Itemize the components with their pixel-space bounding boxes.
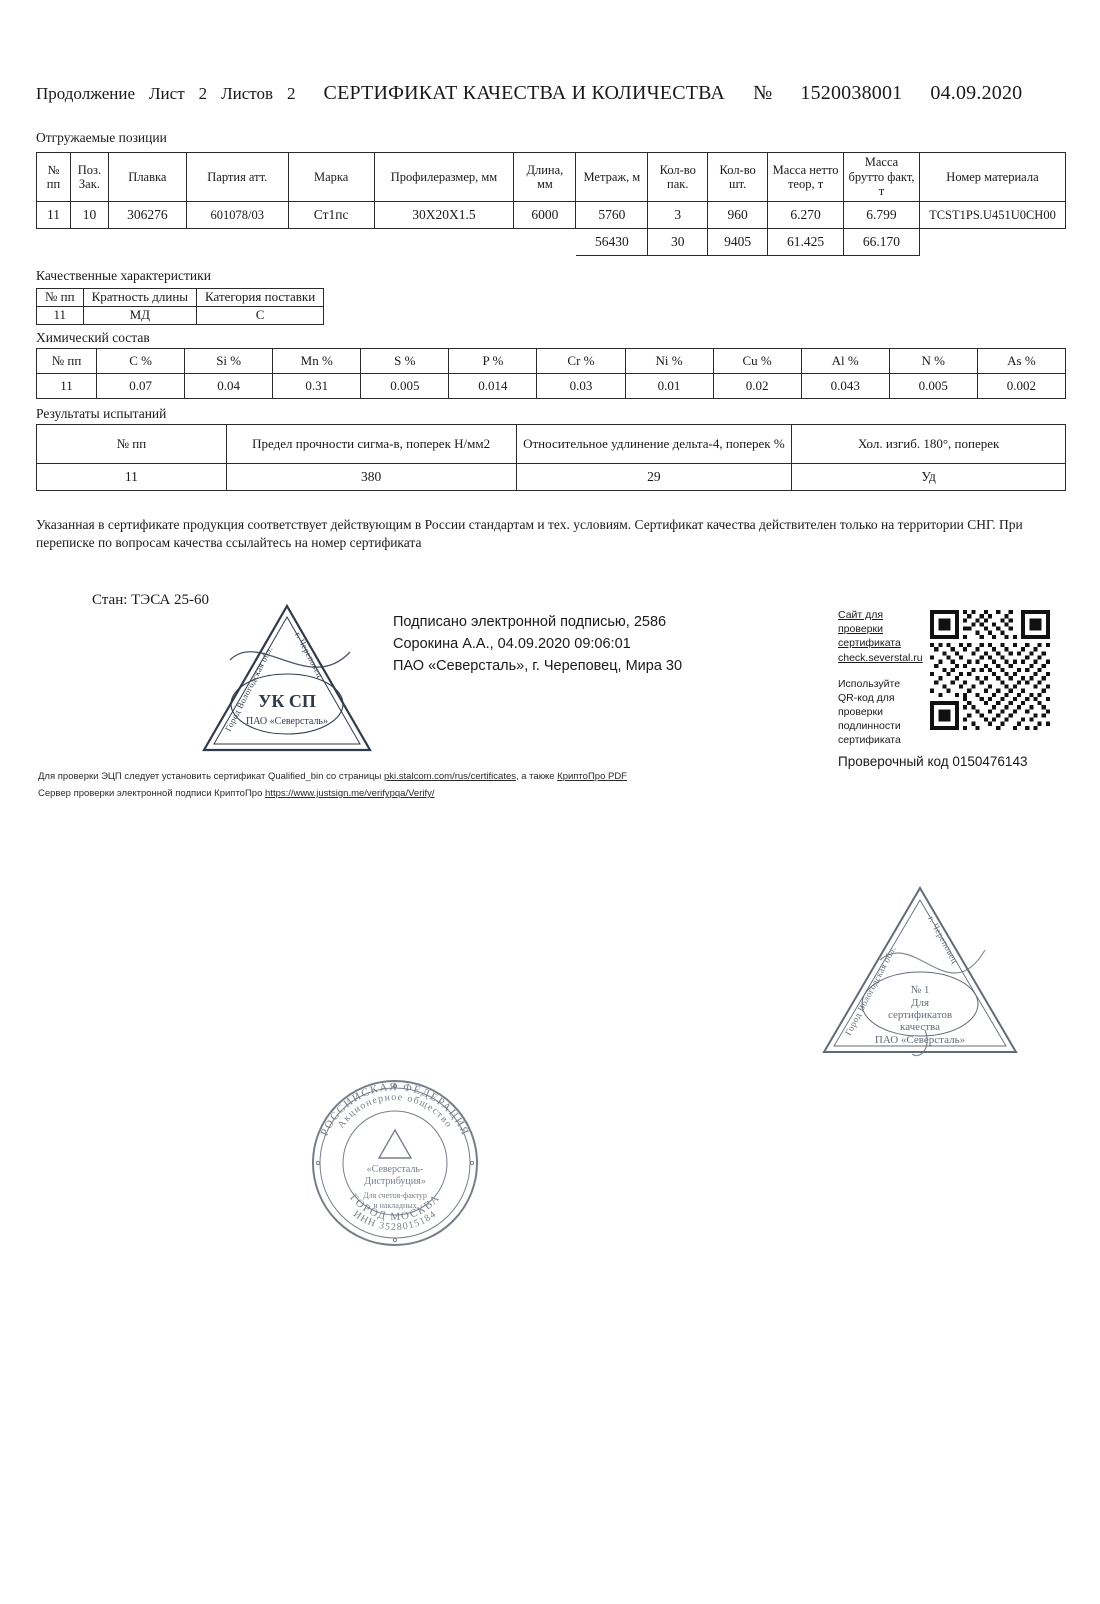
severstal-distribution-round-stamp (300, 1068, 490, 1258)
col-c: C % (97, 349, 185, 374)
table-row (37, 374, 1066, 399)
cell-packs: 3 (648, 202, 708, 229)
quality-caption: Качественные характеристики (36, 268, 211, 283)
certificate-stamp-icon (820, 880, 1020, 1060)
cell-profile: 30X20X1.5 (374, 202, 514, 229)
conformity-note: Указанная в сертификате продукция соответствует действующим в России стандартам и тех. условиям. Сертификат качества действителен только на территории СНГ. При переписке по вопросам качества ссылайтесь на номер сертификата (36, 517, 1023, 551)
col-profile: Профилеразмер, мм (374, 153, 514, 202)
col-net-mass: Масса нетто теор, т (768, 153, 844, 202)
col-s: S % (361, 349, 449, 374)
cell-pieces: 960 (708, 202, 768, 229)
chemical-caption: Химический состав (36, 330, 150, 345)
table-row (37, 464, 1066, 491)
footnote-2-text-a: Сервер проверки электронной подписи КриптоПро (38, 788, 266, 800)
col-tensile-strength: Предел прочности сигма-в, поперек Н/мм2 (226, 425, 516, 464)
test-results-table (36, 424, 1066, 491)
totals-blank-3 (108, 229, 186, 256)
document-title: СЕРТИФИКАТ КАЧЕСТВА И КОЛИЧЕСТВА (323, 82, 726, 104)
table-header-row (37, 153, 1066, 202)
svg-text:РОССИЙСКАЯ ФЕДЕРАЦИЯ: РОССИЙСКАЯ ФЕДЕРАЦИЯ (318, 1080, 472, 1138)
col-cr: Cr % (537, 349, 625, 374)
use-line-5: сертификата (838, 734, 901, 747)
col-grade: Марка (288, 153, 374, 202)
cell-delivery-category: С (197, 306, 324, 324)
col-npp: № пп (37, 289, 84, 307)
shipped-positions-table (36, 152, 1066, 256)
signature-line-3: ПАО «Северсталь», г. Череповец, Мира 30 (393, 657, 683, 674)
totals-blank-1 (37, 229, 71, 256)
totals-blank-7 (514, 229, 576, 256)
use-line-3: проверки (838, 706, 883, 719)
cell-as: 0.002 (977, 374, 1065, 399)
cert-stamp-line-2: Для (910, 997, 930, 1009)
uk-sp-stamp-icon (200, 600, 375, 755)
certificate-triangle-stamp (820, 880, 1020, 1060)
round-stamp-line-1: «Северсталь- (366, 1164, 424, 1175)
mill-line: Стан: ТЭСА 25-60 (92, 592, 210, 608)
signature-footnotes (38, 768, 627, 802)
site-line-1: Сайт для (838, 609, 884, 621)
round-stamp-line-3: Для счетов-фактур (363, 1191, 427, 1200)
col-n: N % (889, 349, 977, 374)
signature-line-2: Сорокина А.А., 04.09.2020 09:06:01 (393, 635, 631, 652)
table-row (37, 306, 324, 324)
col-packs: Кол-во пак. (648, 153, 708, 202)
svg-text:ИНН 3528015184: ИНН 3528015184 (351, 1208, 439, 1234)
cell-s: 0.005 (361, 374, 449, 399)
totals-blank-4 (186, 229, 288, 256)
col-delivery-category: Категория поставки (197, 289, 324, 307)
col-batch: Партия атт. (186, 153, 288, 202)
cell-grade: Ст1пс (288, 202, 374, 229)
col-ni: Ni % (625, 349, 713, 374)
col-npp: № пп (37, 153, 71, 202)
cell-gross-mass: 6.799 (844, 202, 920, 229)
pki-link[interactable]: pki.stalcom.com/rus/certificates (384, 771, 516, 782)
cert-stamp-line-5: ПАО «Северсталь» (874, 1034, 966, 1046)
uk-sp-subtitle: ПАО «Северсталь» (245, 716, 329, 727)
sheet-number: 2 (198, 84, 208, 103)
cell-npp: 11 (37, 306, 84, 324)
col-cold-bend: Хол. изгиб. 180°, поперек (792, 425, 1066, 464)
chemical-composition-table (36, 348, 1066, 399)
col-pieces: Кол-во шт. (708, 153, 768, 202)
totals-blank-5 (288, 229, 374, 256)
certificate-number: 1520038001 (800, 82, 903, 104)
table-row (37, 202, 1066, 229)
cell-elongation: 29 (516, 464, 792, 491)
use-line-1: Используйте (838, 677, 901, 690)
cell-length-multiplicity: МД (83, 306, 196, 324)
col-heat: Плавка (108, 153, 186, 202)
totals-blank-6 (374, 229, 514, 256)
cryptopro-pdf-link[interactable]: КриптоПро PDF (557, 771, 627, 782)
footnote-1-text-b: , а также (515, 771, 558, 782)
col-npp: № пп (37, 425, 227, 464)
col-npp: № пп (37, 349, 97, 374)
cell-npp: 11 (37, 464, 227, 491)
verification-site-link[interactable]: check.severstal.ru (838, 651, 923, 664)
site-line-2: проверки (838, 623, 883, 636)
check-code-line (838, 754, 1027, 769)
use-line-2: QR-код для (838, 691, 895, 704)
tests-caption: Результаты испытаний (36, 406, 167, 421)
table-header-row (37, 425, 1066, 464)
site-line-3: сертификата (838, 637, 901, 650)
cell-c: 0.07 (97, 374, 185, 399)
footnote-line-2 (38, 785, 627, 802)
footnote-line-1 (38, 768, 627, 785)
qr-code-svg (930, 610, 1050, 730)
sheets-label: Листов (221, 84, 274, 103)
round-stamp-icon (300, 1068, 490, 1258)
col-order-pos: Поз. Зак. (70, 153, 108, 202)
totals-net-mass: 61.425 (768, 229, 844, 256)
uk-sp-stamp (200, 600, 375, 755)
uk-sp-title: УК СП (258, 691, 316, 711)
certificate-date: 04.09.2020 (930, 82, 1023, 104)
round-stamp-line-2: Дистрибуция» (364, 1176, 426, 1187)
svg-text:Город Вологодская обл.: Город Вологодская обл. (222, 644, 275, 733)
cell-cu: 0.02 (713, 374, 801, 399)
totals-packs: 30 (648, 229, 708, 256)
totals-blank-2 (70, 229, 108, 256)
electronic-signature-block (393, 612, 682, 677)
cell-tensile-strength: 380 (226, 464, 516, 491)
cell-n: 0.005 (889, 374, 977, 399)
col-al: Al % (801, 349, 889, 374)
cert-stamp-line-3: сертификатов (887, 1009, 953, 1021)
col-gross-mass: Масса брутто факт, т (844, 153, 920, 202)
sheets-total: 2 (287, 84, 296, 103)
number-symbol: № (753, 82, 773, 104)
cell-meterage: 5760 (576, 202, 648, 229)
col-cu: Cu % (713, 349, 801, 374)
cell-cold-bend: Уд (792, 464, 1066, 491)
footnote-1-text-a: Для проверки ЭЦП следует установить сертификат Qualified_bin со страницы (38, 771, 384, 782)
signature-line-1: Подписано электронной подписью, 2586 (393, 614, 667, 630)
qr-code-icon (930, 610, 1050, 730)
svg-text:Акционерное общество: Акционерное общество (335, 1091, 455, 1131)
svg-text:Город Вологодская обл.: Город Вологодская обл. (842, 944, 898, 1037)
svg-text:г. Череповец: г. Череповец (926, 914, 961, 966)
totals-meterage: 56430 (576, 229, 648, 256)
continuation-label: Продолжение (36, 84, 136, 103)
cell-batch: 601078/03 (186, 202, 288, 229)
svg-text:ГОРОД МОСКВА: ГОРОД МОСКВА (347, 1191, 443, 1224)
cell-heat: 306276 (108, 202, 186, 229)
cell-cr: 0.03 (537, 374, 625, 399)
totals-blank-8 (919, 229, 1065, 256)
cell-material-number: TCST1PS.U451U0CH00 (919, 202, 1065, 229)
col-si: Si % (185, 349, 273, 374)
cell-length: 6000 (514, 202, 576, 229)
col-mn: Mn % (273, 349, 361, 374)
cell-al: 0.043 (801, 374, 889, 399)
col-meterage: Метраж, м (576, 153, 648, 202)
totals-pieces: 9405 (708, 229, 768, 256)
cell-p: 0.014 (449, 374, 537, 399)
check-code-value: 0150476143 (952, 754, 1028, 769)
shipped-caption: Отгружаемые позиции (36, 130, 167, 145)
col-p: P % (449, 349, 537, 374)
cell-ni: 0.01 (625, 374, 713, 399)
col-length-multiplicity: Кратность длины (83, 289, 196, 307)
col-length: Длина, мм (514, 153, 576, 202)
cell-npp: 11 (37, 374, 97, 399)
table-header-row (37, 349, 1066, 374)
table-totals-row (37, 229, 1066, 256)
justsign-link[interactable]: https://www.justsign.me/verifypqa/Verify/ (265, 788, 435, 800)
col-as: As % (977, 349, 1065, 374)
totals-gross-mass: 66.170 (844, 229, 920, 256)
table-header-row (37, 289, 324, 307)
cert-stamp-line-1: № 1 (910, 984, 930, 996)
quality-characteristics-table (36, 288, 324, 325)
col-material-number: Номер материала (919, 153, 1065, 202)
cell-order-pos: 10 (70, 202, 108, 229)
cell-net-mass: 6.270 (768, 202, 844, 229)
cell-npp: 11 (37, 202, 71, 229)
cert-stamp-line-4: качества (900, 1021, 940, 1033)
check-code-label: Проверочный код (838, 754, 949, 769)
round-stamp-line-4: и накладных (373, 1201, 417, 1210)
col-elongation: Относительное удлинение дельта-4, поперек % (516, 425, 792, 464)
svg-text:г. Череповец: г. Череповец (293, 630, 326, 680)
qr-instructions (838, 608, 923, 748)
sheet-label: Лист (149, 84, 185, 103)
page-header (36, 82, 1066, 105)
cell-si: 0.04 (185, 374, 273, 399)
use-line-4: подлинности (838, 720, 901, 733)
cell-mn: 0.31 (273, 374, 361, 399)
